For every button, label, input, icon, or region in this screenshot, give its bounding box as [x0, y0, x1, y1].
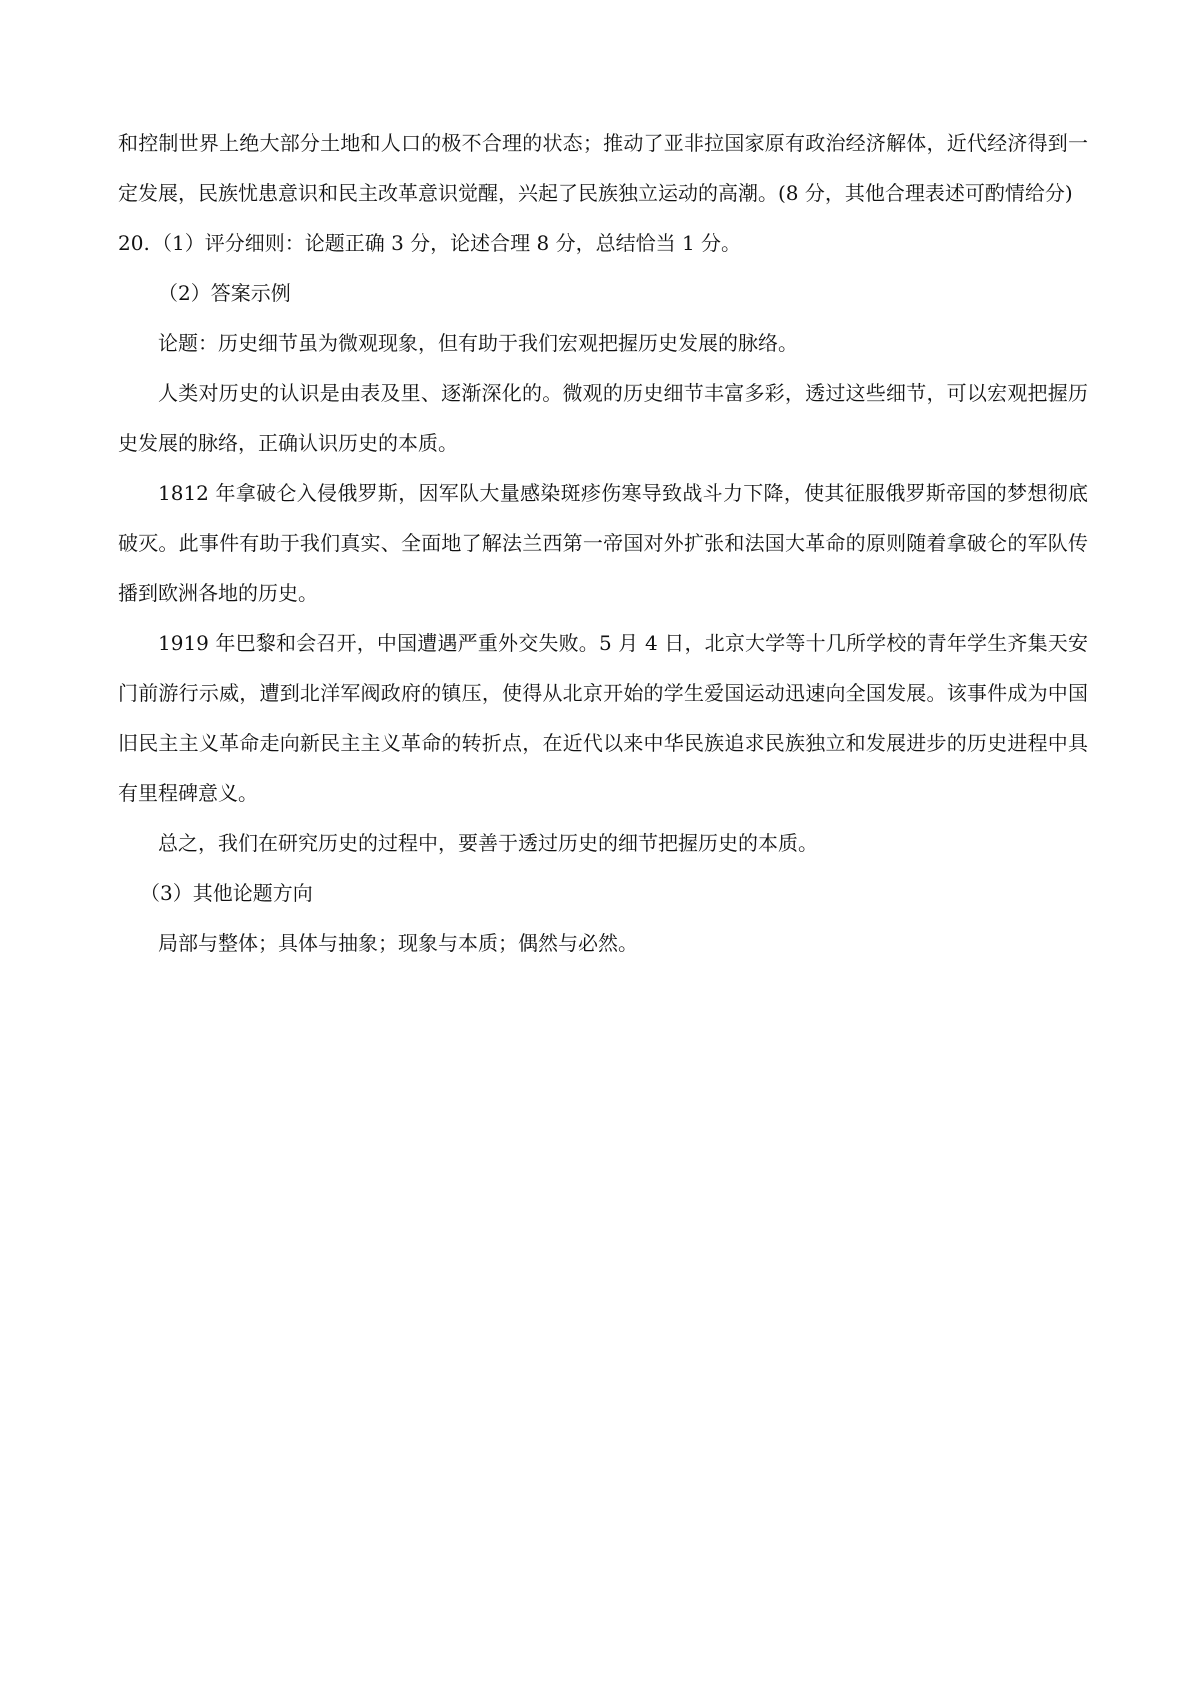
question-number: 20.: [118, 231, 150, 255]
scoring-rubric: （1）评分细则：论题正确 3 分，论述合理 8 分，总结恰当 1 分。: [152, 231, 742, 255]
essay-paragraph-napoleon: 1812 年拿破仑入侵俄罗斯，因军队大量感染斑疹伤寒导致战斗力下降，使其征服俄罗斯帝国的梦想彻底破灭。此事件有助于我们真实、全面地了解法兰西第一帝国对外扩张和法国大革命的原则随着拿破仑的军队传播到欧洲各地的历史。: [118, 481, 1088, 605]
document-page: [118, 118, 1088, 968]
essay-paragraph-1: 人类对历史的认识是由表及里、逐渐深化的。微观的历史细节丰富多彩，透过这些细节，可以宏观把握历史发展的脉络，正确认识历史的本质。: [118, 381, 1088, 455]
thesis-statement: 论题：历史细节虽为微观现象，但有助于我们宏观把握历史发展的脉络。: [158, 331, 798, 355]
other-topics-heading: （3）其他论题方向: [140, 881, 313, 905]
other-topics-list: 局部与整体；具体与抽象；现象与本质；偶然与必然。: [158, 931, 638, 955]
question-20-rubric-line: [118, 218, 1088, 268]
essay-paragraph-may-fourth: 1919 年巴黎和会召开，中国遭遇严重外交失败。5 月 4 日，北京大学等十几所学校的青年学生齐集天安门前游行示威，遭到北洋军阀政府的镇压，使得从北京开始的学生爱国运动迅速向全国发展。该事件成为中国旧民主主义革命走向新民主主义革命的转折点，在近代以来中华民族追求民族独立和发展进步的历史进程中具有里程碑意义。: [118, 631, 1088, 805]
answer-19-continuation: 和控制世界上绝大部分土地和人口的极不合理的状态；推动了亚非拉国家原有政治经济解体，近代经济得到一定发展，民族忧患意识和民主改革意识觉醒，兴起了民族独立运动的高潮。(8 分，其他合理表述可酌情给分): [118, 131, 1088, 205]
essay-conclusion: 总之，我们在研究历史的过程中，要善于透过历史的细节把握历史的本质。: [158, 831, 818, 855]
example-heading: （2）答案示例: [158, 281, 291, 305]
